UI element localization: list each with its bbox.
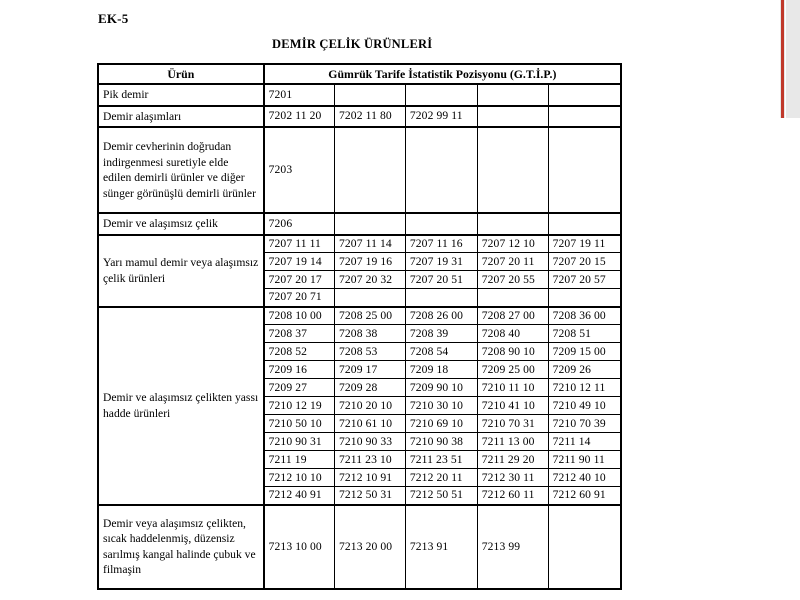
gtip-code-cell: 7207 20 32 xyxy=(335,271,406,289)
table-row xyxy=(98,213,621,235)
gtip-code-cell xyxy=(405,127,477,213)
gtip-code-cell: 7210 20 10 xyxy=(335,397,406,415)
gtip-code-cell: 7208 38 xyxy=(335,325,406,343)
gtip-code-cell: 7211 90 11 xyxy=(548,451,621,469)
gtip-code-cell xyxy=(335,213,406,235)
gtip-code-cell: 7202 99 11 xyxy=(405,106,477,128)
gtip-code-cell: 7208 25 00 xyxy=(335,307,406,325)
table-body xyxy=(98,84,621,589)
gtip-code-cell xyxy=(335,289,406,307)
gtip-code-cell: 7210 11 10 xyxy=(477,379,548,397)
gtip-code-cell: 7208 26 00 xyxy=(405,307,477,325)
gtip-code-cell: 7212 60 91 xyxy=(548,487,621,505)
gtip-code-cell: 7208 52 xyxy=(264,343,335,361)
gtip-code-cell: 7211 29 20 xyxy=(477,451,548,469)
page-title: DEMİR ÇELİK ÜRÜNLERİ xyxy=(272,37,433,51)
gtip-code-cell xyxy=(335,84,406,106)
gtip-code-cell: 7209 17 xyxy=(335,361,406,379)
gtip-code-cell: 7207 20 17 xyxy=(264,271,335,289)
gtip-code-cell: 7209 25 00 xyxy=(477,361,548,379)
gtip-code-cell xyxy=(405,289,477,307)
gtip-code-cell: 7207 19 11 xyxy=(548,235,621,253)
gtip-code-cell: 7203 xyxy=(264,127,335,213)
gtip-code-cell: 7213 10 00 xyxy=(264,505,335,589)
gtip-code-cell xyxy=(548,127,621,213)
gtip-code-cell xyxy=(477,127,548,213)
gtip-code-cell: 7210 30 10 xyxy=(405,397,477,415)
gtip-code-cell: 7208 54 xyxy=(405,343,477,361)
gtip-code-cell: 7210 90 31 xyxy=(264,433,335,451)
gtip-code-cell: 7207 12 10 xyxy=(477,235,548,253)
gtip-code-cell xyxy=(405,84,477,106)
gtip-code-cell xyxy=(335,127,406,213)
gtip-code-cell: 7212 30 11 xyxy=(477,469,548,487)
gtip-code-cell: 7207 11 11 xyxy=(264,235,335,253)
gtip-code-cell: 7208 10 00 xyxy=(264,307,335,325)
gtip-code-cell xyxy=(548,106,621,128)
table-row xyxy=(98,307,621,325)
gtip-code-cell: 7208 27 00 xyxy=(477,307,548,325)
gtip-code-cell: 7201 xyxy=(264,84,335,106)
table-row xyxy=(98,84,621,106)
gtip-code-cell: 7210 90 38 xyxy=(405,433,477,451)
gtip-code-cell: 7213 91 xyxy=(405,505,477,589)
gtip-code-cell: 7212 20 11 xyxy=(405,469,477,487)
product-name-cell: Demir alaşımları xyxy=(98,106,264,128)
gtip-code-cell: 7207 19 14 xyxy=(264,253,335,271)
gtip-code-cell: 7211 19 xyxy=(264,451,335,469)
gtip-code-cell: 7202 11 80 xyxy=(335,106,406,128)
product-name-cell: Demir cevherinin doğrudan indirgenmesi suretiyle elde edilen demirli ürünler ve diğer sünger görünüşlü demirli ürünler xyxy=(98,127,264,213)
table-row xyxy=(98,127,621,213)
gtip-code-cell: 7208 37 xyxy=(264,325,335,343)
table-row xyxy=(98,106,621,128)
annex-label: EK-5 xyxy=(98,11,129,26)
gtip-code-cell: 7210 49 10 xyxy=(548,397,621,415)
gtip-code-cell: 7209 16 xyxy=(264,361,335,379)
gtip-code-cell: 7210 61 10 xyxy=(335,415,406,433)
gtip-code-cell: 7207 20 71 xyxy=(264,289,335,307)
gtip-code-cell: 7212 50 51 xyxy=(405,487,477,505)
product-name-cell: Pik demir xyxy=(98,84,264,106)
gtip-code-cell: 7209 27 xyxy=(264,379,335,397)
gtip-code-cell: 7207 11 16 xyxy=(405,235,477,253)
gtip-code-cell: 7207 19 31 xyxy=(405,253,477,271)
gtip-code-cell: 7212 60 11 xyxy=(477,487,548,505)
gtip-code-cell xyxy=(405,213,477,235)
gtip-code-cell: 7207 20 55 xyxy=(477,271,548,289)
gtip-code-cell: 7210 12 11 xyxy=(548,379,621,397)
gtip-code-cell: 7207 11 14 xyxy=(335,235,406,253)
gtip-code-cell: 7208 53 xyxy=(335,343,406,361)
gtip-code-cell: 7208 36 00 xyxy=(548,307,621,325)
gtip-code-cell: 7206 xyxy=(264,213,335,235)
gtip-code-cell: 7207 19 16 xyxy=(335,253,406,271)
gtip-code-cell: 7212 10 91 xyxy=(335,469,406,487)
product-name-cell: Demir ve alaşımsız çelik xyxy=(98,213,264,235)
gtip-code-cell: 7211 23 51 xyxy=(405,451,477,469)
gtip-code-cell: 7208 90 10 xyxy=(477,343,548,361)
gtip-code-cell: 7212 10 10 xyxy=(264,469,335,487)
gtip-code-cell xyxy=(477,106,548,128)
gtip-code-cell: 7209 18 xyxy=(405,361,477,379)
gtip-code-cell: 7210 50 10 xyxy=(264,415,335,433)
gtip-code-cell xyxy=(548,213,621,235)
table-header-row xyxy=(98,64,621,84)
gtip-code-cell xyxy=(548,84,621,106)
gtip-code-cell: 7211 14 xyxy=(548,433,621,451)
gtip-code-cell xyxy=(477,213,548,235)
gtip-code-cell: 7202 11 20 xyxy=(264,106,335,128)
gtip-code-cell: 7212 40 91 xyxy=(264,487,335,505)
gtip-code-cell: 7210 12 19 xyxy=(264,397,335,415)
slide-accent-line-inner xyxy=(785,0,786,118)
gtip-code-cell xyxy=(477,289,548,307)
gtip-code-cell: 7207 20 51 xyxy=(405,271,477,289)
gtip-code-cell: 7210 90 33 xyxy=(335,433,406,451)
gtip-code-cell: 7212 50 31 xyxy=(335,487,406,505)
gtip-code-cell: 7213 99 xyxy=(477,505,548,589)
gtip-code-cell: 7207 20 11 xyxy=(477,253,548,271)
gtip-code-cell xyxy=(477,84,548,106)
gtip-code-cell: 7212 40 10 xyxy=(548,469,621,487)
gtip-code-cell: 7208 51 xyxy=(548,325,621,343)
gtip-code-cell: 7210 70 39 xyxy=(548,415,621,433)
column-header-product: Ürün xyxy=(98,64,264,84)
gtip-code-cell: 7209 90 10 xyxy=(405,379,477,397)
gtip-code-cell: 7213 20 00 xyxy=(335,505,406,589)
gtip-code-cell xyxy=(548,289,621,307)
gtip-code-cell: 7209 26 xyxy=(548,361,621,379)
gtip-code-cell xyxy=(548,505,621,589)
product-name-cell: Yarı mamul demir veya alaşımsız çelik ürünleri xyxy=(98,235,264,307)
gtip-code-cell: 7208 39 xyxy=(405,325,477,343)
column-header-gtip: Gümrük Tarife İstatistik Pozisyonu (G.T.İ.P.) xyxy=(264,64,621,84)
product-name-cell: Demir veya alaşımsız çelikten, sıcak haddelenmiş, düzensiz sarılmış kangal halinde çubuk ve filmaşin xyxy=(98,505,264,589)
slide-accent-line xyxy=(781,0,784,118)
gtip-code-cell: 7210 41 10 xyxy=(477,397,548,415)
gtip-code-cell: 7209 28 xyxy=(335,379,406,397)
gtip-code-cell: 7209 15 00 xyxy=(548,343,621,361)
gtip-code-cell: 7207 20 57 xyxy=(548,271,621,289)
gtip-code-cell: 7211 13 00 xyxy=(477,433,548,451)
product-name-cell: Demir ve alaşımsız çelikten yassı hadde ürünleri xyxy=(98,307,264,505)
gtip-code-cell: 7211 23 10 xyxy=(335,451,406,469)
gtip-code-cell: 7208 40 xyxy=(477,325,548,343)
gtip-code-cell: 7210 69 10 xyxy=(405,415,477,433)
product-table xyxy=(97,63,622,590)
table-row xyxy=(98,235,621,253)
gtip-code-cell: 7210 70 31 xyxy=(477,415,548,433)
table-row xyxy=(98,505,621,589)
gtip-code-cell: 7207 20 15 xyxy=(548,253,621,271)
